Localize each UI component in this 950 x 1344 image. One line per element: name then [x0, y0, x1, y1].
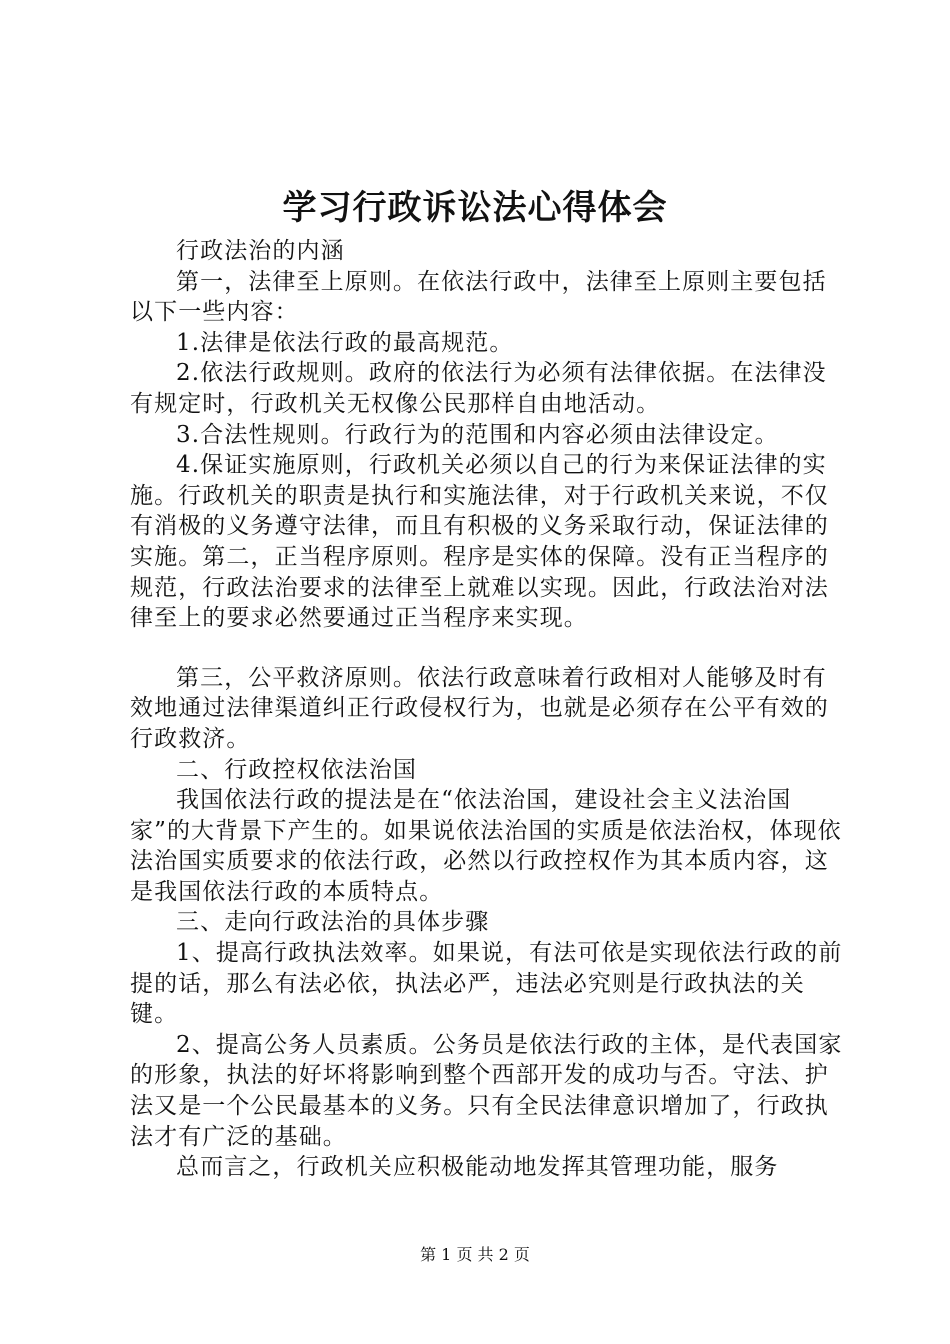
paragraph-item-3: 3.合法性规则。行政行为的范围和内容必须由法律设定。	[176, 421, 779, 448]
paragraph-principle-1: 第一，法律至上原则。在依法行政中，法律至上原则主要包括以下一些内容：	[130, 268, 827, 326]
paragraph-section-heading-2: 二、行政控权依法治国	[176, 756, 417, 783]
paragraph-item-2: 2.依法行政规则。政府的依法行为必须有法律依据。在法律没有规定时，行政机关无权像公民那样自由地活动。	[130, 360, 827, 417]
paragraph-section-heading-3: 三、走向行政法治的具体步骤	[176, 909, 490, 936]
document-title: 学习行政诉讼法心得体会	[282, 188, 668, 228]
paragraph-step-1: 1、提高行政执法效率。如果说，有法可依是实现依法行政的前提的话，那么有法必依，执法必严，违法必究则是行政执法的关键。	[130, 940, 843, 1028]
paragraph-step-2: 2、提高公务人员素质。公务员是依法行政的主体，是代表国家的形象，执法的好坏将影响到整个西部开发的成功与否。守法、护法又是一个公民最基本的义务。只有全民法律意识增加了，行政执法才有广泛的基础。	[130, 1031, 843, 1150]
page-number-footer: 第 1 页 共 2 页	[420, 1245, 530, 1264]
document-body	[130, 236, 848, 1183]
paragraph-item-4: 4.保证实施原则，行政机关必须以自己的行为来保证法律的实施。行政机关的职责是执行和实施法律，对于行政机关来说，不仅有消极的义务遵守法律，而且有积极的义务采取行动，保证法律的实施。第二，正当程序原则。程序是实体的保障。没有正当程序的规范，行政法治要求的法律至上就难以实现。因此，行政法治对法律至上的要求必然要通过正当程序来实现。	[130, 452, 829, 632]
paragraph-section-heading-1: 行政法治的内涵	[176, 238, 345, 264]
paragraph-item-1: 1.法律是依法行政的最高规范。	[176, 329, 514, 356]
paragraph-section-2-body: 我国依法行政的提法是在“依法治国，建设社会主义法治国家”的大背景下产生的。如果说依法治国的实质是依法治权，体现依法治国实质要求的依法行政，必然以行政控权作为其本质内容，这是我国依法行政的本质特点。	[130, 787, 842, 905]
paragraph-conclusion: 总而言之，行政机关应积极能动地发挥其管理功能，服务	[176, 1154, 779, 1181]
paragraph-principle-3: 第三，公平救济原则。依法行政意味着行政相对人能够及时有效地通过法律渠道纠正行政侵权行为，也就是必须存在公平有效的行政救济。	[130, 664, 829, 752]
